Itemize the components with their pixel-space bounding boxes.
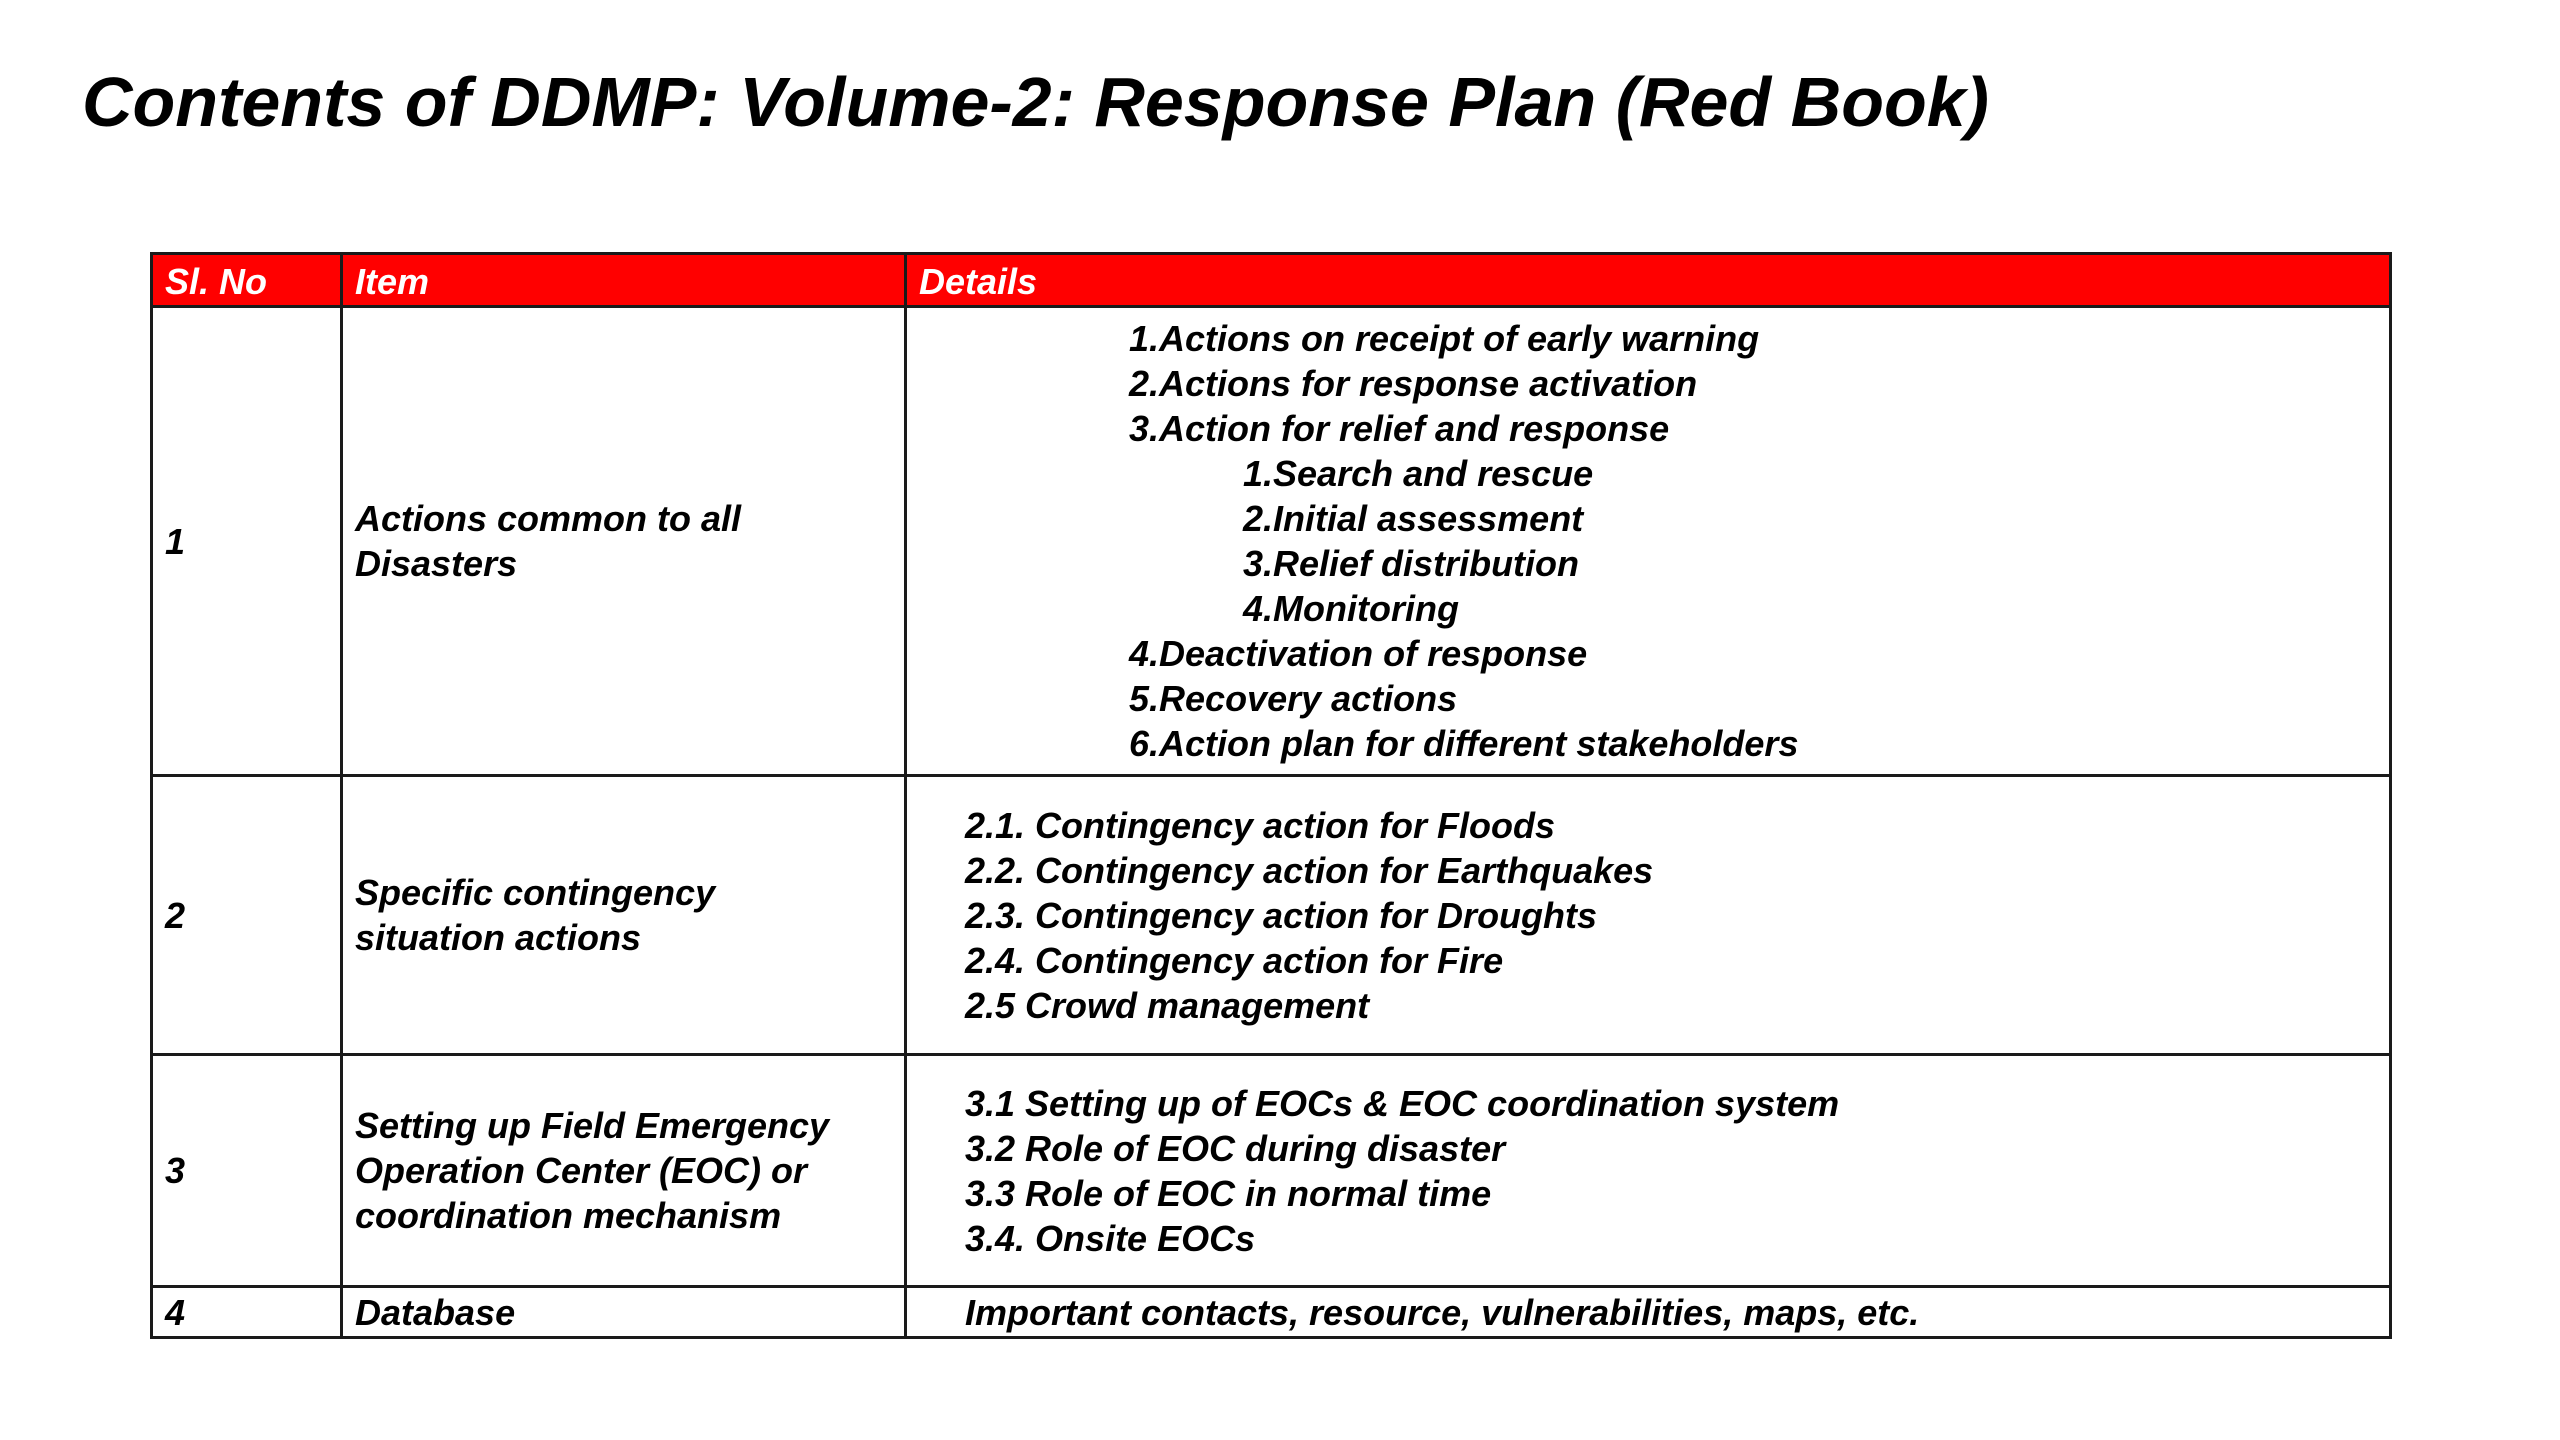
header-sl-no: Sl. No: [152, 254, 342, 307]
table-header-row: [152, 254, 2391, 307]
details-item: 4.Deactivation of response: [1129, 633, 1588, 674]
details-subitem: 1.Search and rescue: [1243, 453, 1594, 494]
details-item: 6.Action plan for different stakeholders: [1129, 723, 1799, 764]
details-list: [919, 316, 2377, 766]
item-text: Specific contingency situation actions: [355, 872, 716, 958]
item-text: Setting up Field Emergency Operation Center (EOC) or coordination mechanism: [355, 1105, 830, 1236]
details-item: 3.4. Onsite EOCs: [965, 1217, 1256, 1259]
details-item: 2.5 Crowd management: [965, 984, 1370, 1026]
details-item: 3.Action for relief and response: [1129, 408, 1670, 449]
cell-details: [906, 776, 2391, 1055]
details-subitem: 4.Monitoring: [1243, 588, 1459, 629]
header-item: Item: [342, 254, 906, 307]
cell-sl-no: 4: [152, 1287, 342, 1338]
cell-details: [906, 1287, 2391, 1338]
details-list: [919, 1081, 2377, 1261]
details-list: [919, 1290, 2377, 1335]
table-row: [152, 1055, 2391, 1287]
table-row: [152, 776, 2391, 1055]
cell-sl-no: 1: [152, 307, 342, 776]
cell-details: [906, 307, 2391, 776]
cell-item: Database: [342, 1287, 906, 1338]
details-list: [919, 803, 2377, 1028]
details-subitem: 2.Initial assessment: [1243, 498, 1584, 539]
item-text: Actions common to all Disasters: [355, 498, 742, 584]
details-item: 2.Actions for response activation: [1129, 363, 1698, 404]
table-row: [152, 1287, 2391, 1338]
details-subitem: 3.Relief distribution: [1243, 543, 1580, 584]
details-item: 2.4. Contingency action for Fire: [965, 939, 1504, 981]
header-details: Details: [906, 254, 2391, 307]
slide-title: Contents of DDMP: Volume-2: Response Plan (Red Book): [82, 63, 1989, 141]
table-row: [152, 307, 2391, 776]
details-item: 3.3 Role of EOC in normal time: [965, 1172, 1492, 1214]
details-item: Important contacts, resource, vulnerabilities, maps, etc.: [965, 1291, 1920, 1333]
details-item: 2.2. Contingency action for Earthquakes: [965, 849, 1654, 891]
cell-item: [342, 1055, 906, 1287]
details-item: 2.3. Contingency action for Droughts: [965, 894, 1598, 936]
cell-details: [906, 1055, 2391, 1287]
details-item: 5.Recovery actions: [1129, 678, 1458, 719]
details-item: 1.Actions on receipt of early warning: [1129, 318, 1760, 359]
details-item: 3.1 Setting up of EOCs & EOC coordination system: [965, 1082, 1840, 1124]
cell-sl-no: 3: [152, 1055, 342, 1287]
details-item: 3.2 Role of EOC during disaster: [965, 1127, 1506, 1169]
contents-table: [150, 252, 2392, 1339]
cell-sl-no: 2: [152, 776, 342, 1055]
cell-item: [342, 776, 906, 1055]
cell-item: [342, 307, 906, 776]
details-item: 2.1. Contingency action for Floods: [965, 804, 1556, 846]
